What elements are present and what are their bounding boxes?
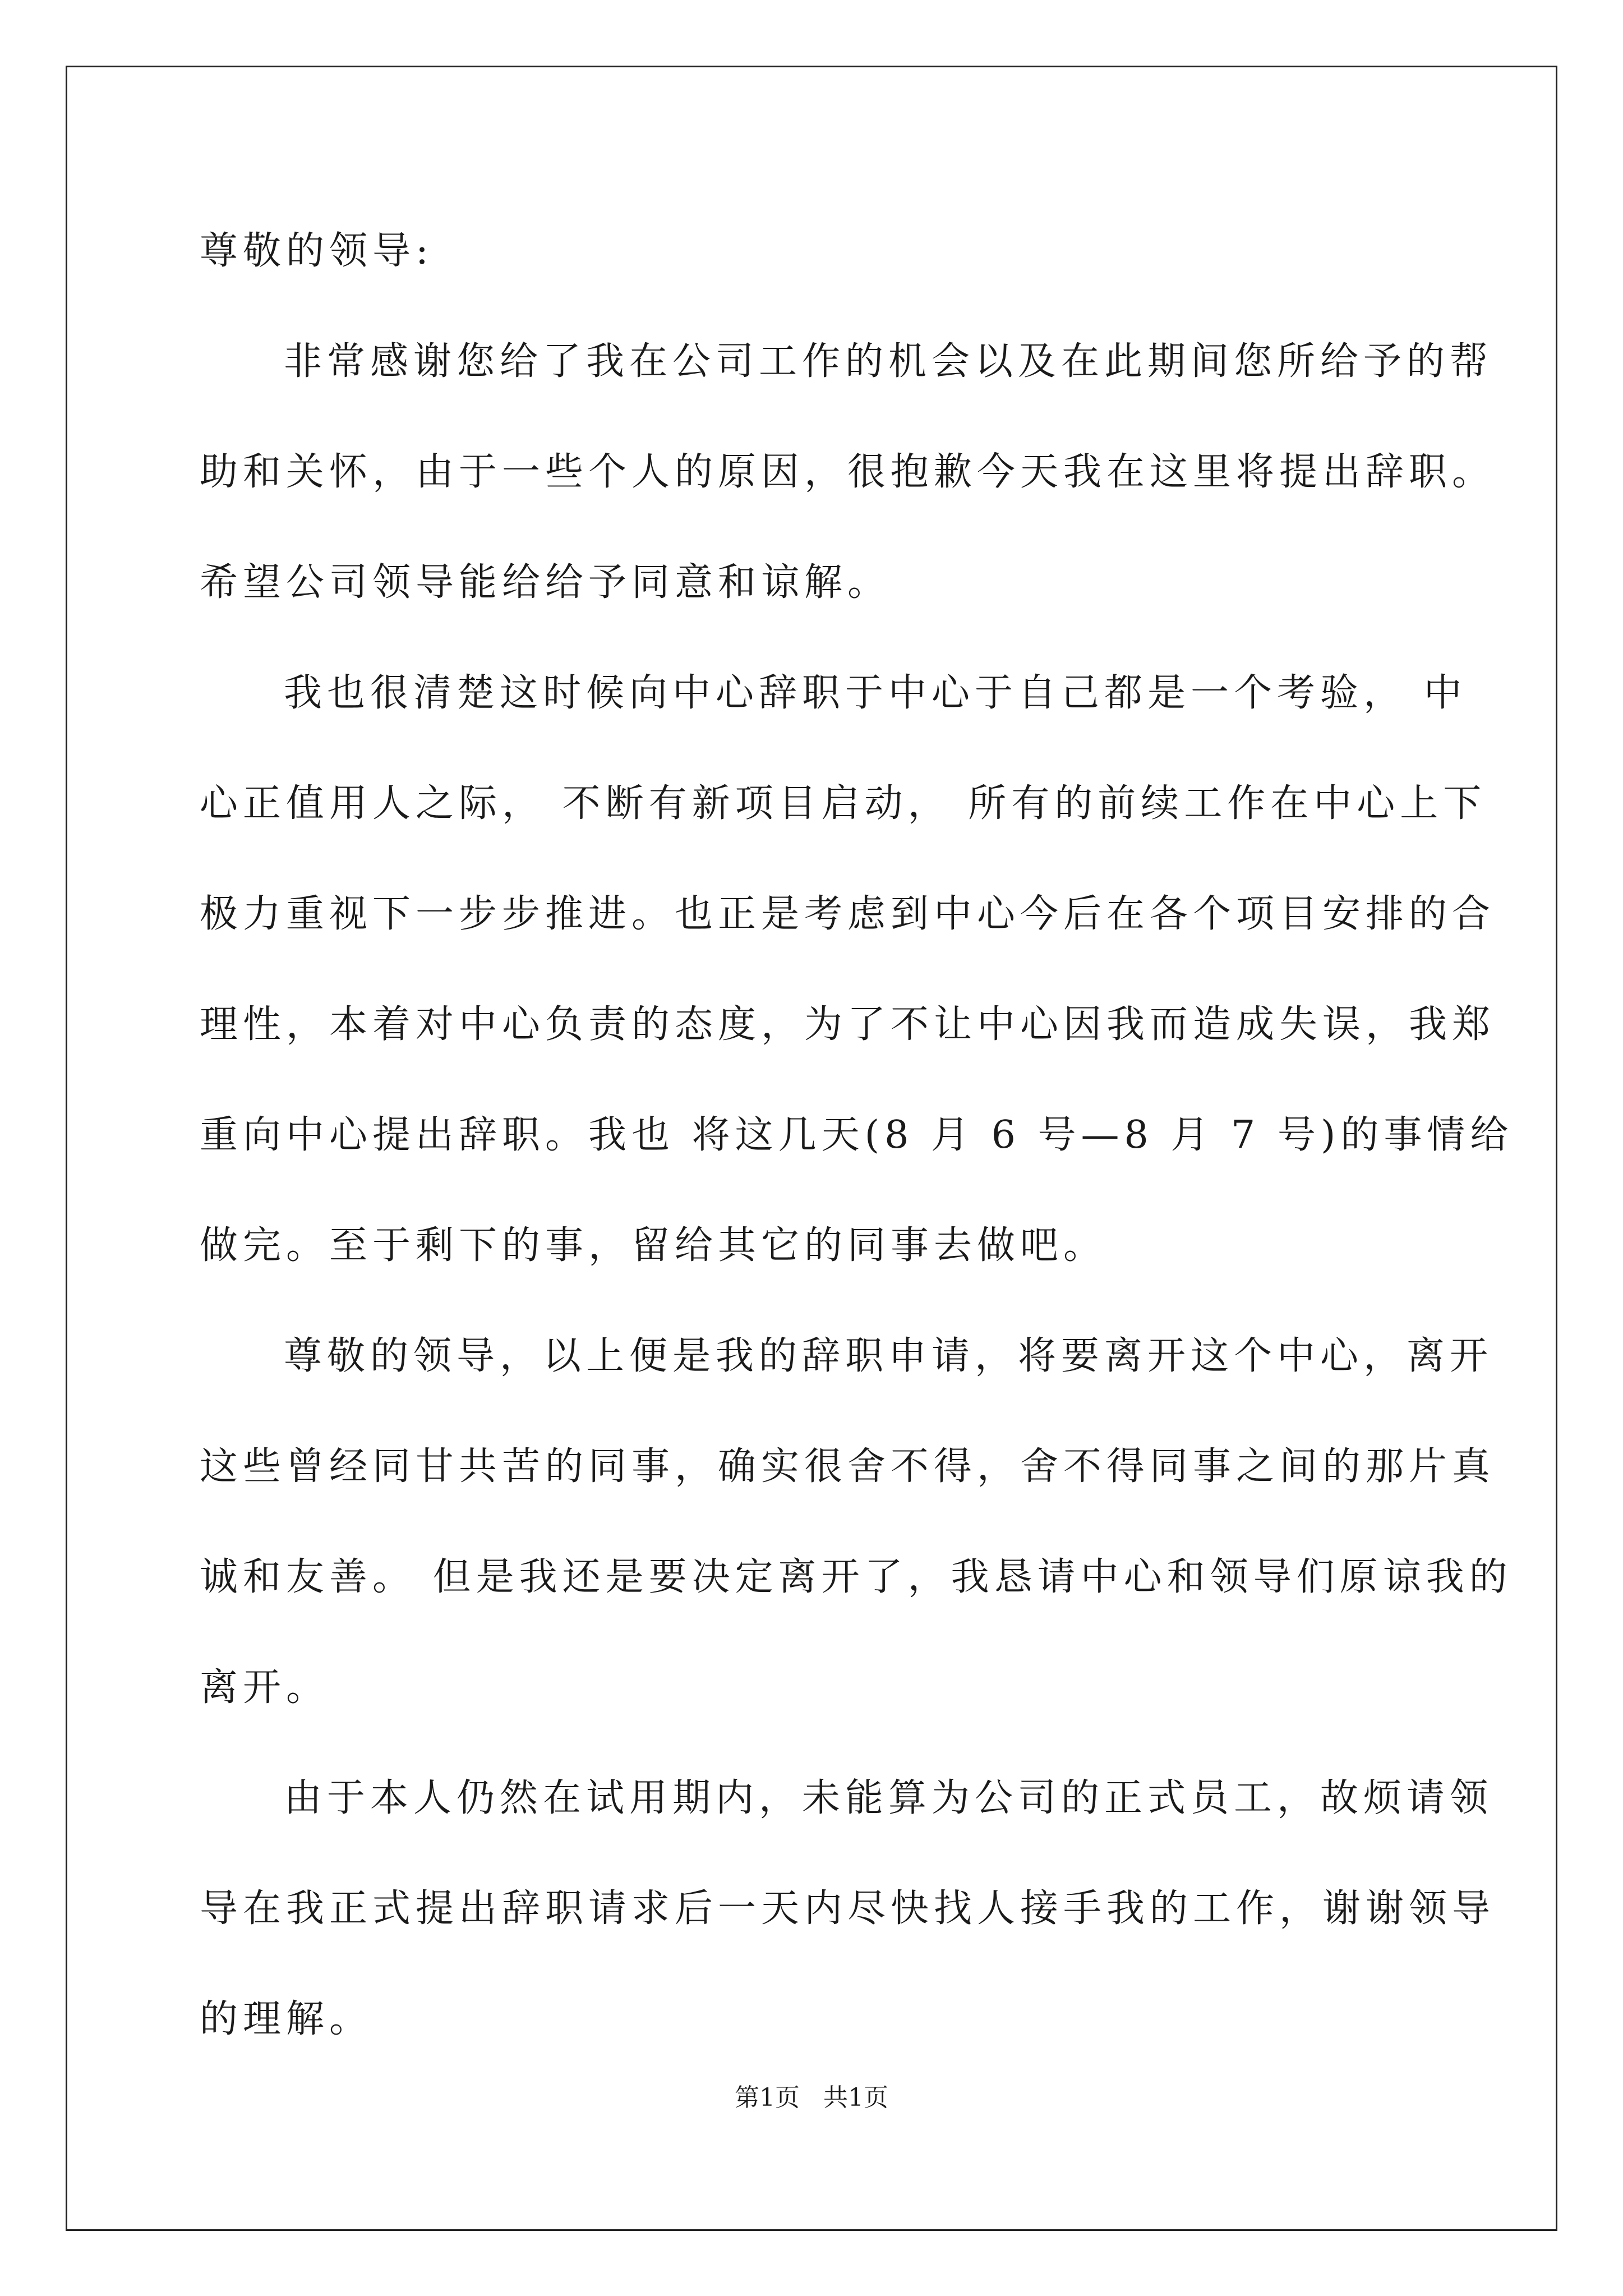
paragraph-4 xyxy=(200,1759,1496,2091)
text-line: 由于本人仍然在试用期内，未能算为公司的正式员工，故烦请领 xyxy=(284,1776,1493,1820)
text-line: 诚和友善。 但是我还是要决定离开了，我恳请中心和领导们原谅我的 xyxy=(200,1555,1513,1599)
text-line: 做完。至于剩下的事，留给其它的同事去做吧。 xyxy=(200,1223,1107,1268)
text-line: 离开。 xyxy=(200,1665,330,1710)
text-line: 理性，本着对中心负责的态度，为了不让中心因我而造成失误，我郑 xyxy=(200,1002,1496,1047)
text-line: 这些曾经同甘共苦的同事，确实很舍不得，舍不得同事之间的那片真 xyxy=(200,1444,1496,1489)
page-number-footer: 第1页 共1页 xyxy=(735,2083,888,2112)
letter-body xyxy=(200,212,1514,2091)
text-line: 重向中心提出辞职。我也 将这几天(8 月 6 号—8 月 7 号)的事情给 xyxy=(200,1113,1514,1157)
text-line: 导在我正式提出辞职请求后一天内尽快找人接手我的工作，谢谢领导 xyxy=(200,1887,1496,1931)
paragraph-1 xyxy=(200,323,1496,654)
text-line: 尊敬的领导，以上便是我的辞职申请，将要离开这个中心，离开 xyxy=(284,1334,1493,1378)
text-line: 极力重视下一步步推进。也正是考虑到中心今后在各个项目安排的合 xyxy=(200,892,1496,936)
text-line: 心正值用人之际， 不断有新项目启动， 所有的前续工作在中心上下 xyxy=(200,781,1487,826)
text-line: 非常感谢您给了我在公司工作的机会以及在此期间您所给予的帮 xyxy=(284,339,1493,384)
text-line: 希望公司领导能给给予同意和谅解。 xyxy=(200,560,891,605)
salutation: 尊敬的领导: xyxy=(200,229,434,273)
text-line: 的理解。 xyxy=(200,1997,373,2041)
paragraph-2 xyxy=(200,654,1514,1317)
paragraph-3 xyxy=(200,1317,1513,1759)
text-line: 我也很清楚这时候向中心辞职于中心于自己都是一个考验， 中 xyxy=(284,671,1467,715)
text-line: 助和关怀，由于一些个人的原因，很抱歉今天我在这里将提出辞职。 xyxy=(200,450,1496,494)
